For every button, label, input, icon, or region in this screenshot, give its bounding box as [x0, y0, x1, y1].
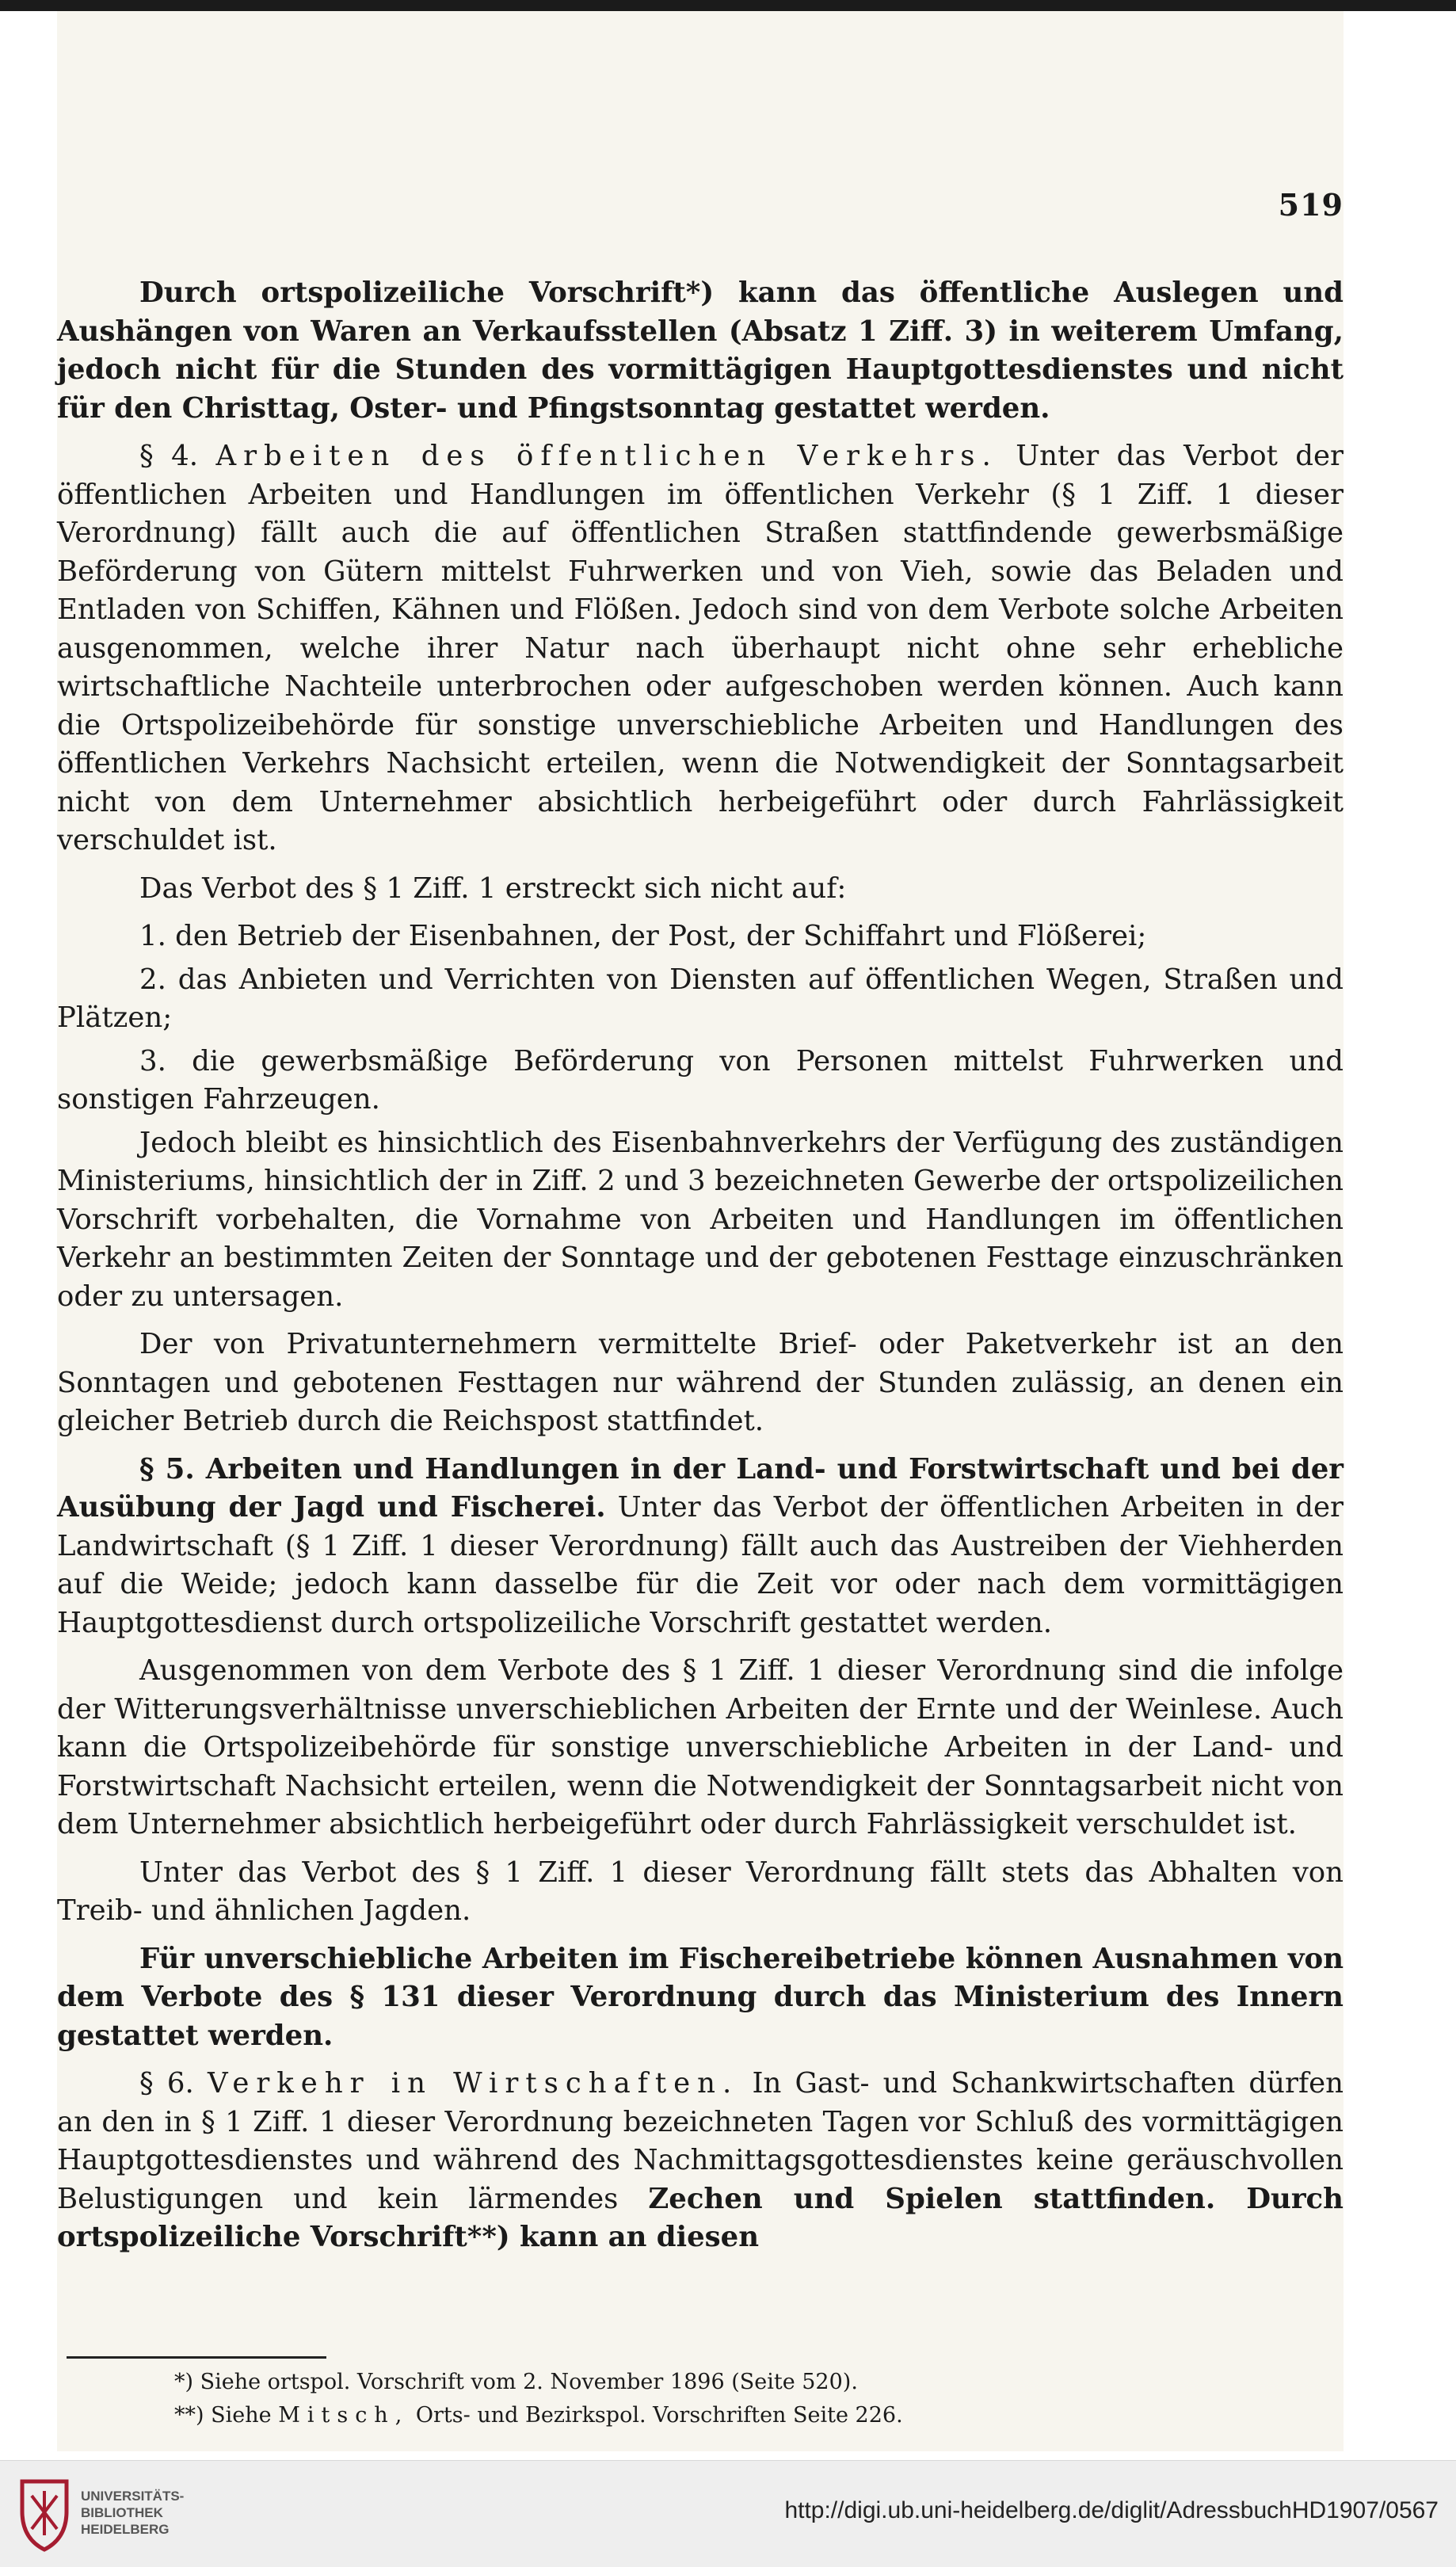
page-body: [57, 274, 1344, 2267]
section-5-title: § 5. Arbeiten und Handlungen in der Land- und Forstwirtschaft und bei der Ausübung der Jagd und Fischerei.: [57, 1452, 1344, 1524]
university-library-logo-icon: [16, 2477, 73, 2553]
section-6-body-continued: Zechen und Spielen stattfinden. Durch ortspolizeiliche Vorschrift**) kann an diesen: [57, 2182, 1344, 2253]
footnote-2-author: Mitsch,: [278, 2403, 410, 2428]
section-4: [57, 437, 1344, 860]
section-6-number: § 6.: [139, 2067, 194, 2100]
footnote-rule: [67, 2356, 326, 2359]
page-number: 519: [1278, 187, 1344, 223]
paragraph-display-exceptions: Durch ortspolizeiliche Vorschrift*) kann das öffentliche Auslegen und Aushängen von Waren an Verkaufsstellen (Absatz 1 Ziff. 3) in weiterem Umfang, jedoch nicht für die Stunden des vormittägigen Hauptgottesdienstes und nicht für den Christtag, Oster- und Pfingstsonntag gestattet werden.: [57, 277, 1344, 425]
paragraph-private-mail: Der von Privatunternehmern vermittelte Brief- oder Paketverkehr ist an den Sonntagen und gebotenen Festtagen nur während der Stunden zulässig, an denen ein gleicher Betrieb durch die Reichspost stattfindet.: [57, 1328, 1344, 1437]
list-item-railways: 1. den Betrieb der Eisenbahnen, der Post, der Schiffahrt und Flößerei;: [139, 920, 1147, 952]
footnote-1: *) Siehe ortspol. Vorschrift vom 2. November 1896 (Seite 520).: [174, 2370, 858, 2394]
library-name-line-2: BIBLIOTHEK: [81, 2505, 163, 2520]
section-6: [57, 2065, 1344, 2257]
permalink-url[interactable]: http://digi.ub.uni-heidelberg.de/diglit/AdressbuchHD1907/0567: [784, 2497, 1439, 2523]
section-5-body: Unter das Verbot der öffentlichen Arbeiten in der Landwirtschaft (§ 1 Ziff. 1 dieser Verordnung) fällt auch das Austreiben der Viehherden auf die Weide; jedoch kann dasselbe für die Zeit vor oder nach dem vormittägigen Hauptgottesdienst durch ortspolizeiliche Vorschrift gestattet werden.: [57, 1491, 1344, 1639]
list-item-passenger-transport: 3. die gewerbsmäßige Beförderung von Personen mittelst Fuhrwerken und sonstigen Fahrzeugen.: [57, 1044, 1344, 1116]
paragraph-ministry-reservation: Jedoch bleibt es hinsichtlich des Eisenbahnverkehrs der Verfügung des zuständigen Ministeriums, hinsichtlich der in Ziff. 2 und 3 bezeichneten Gewerbe der ortspolizeilichen Vorschrift vorbehalten, die Vornahme von Arbeiten und Handlungen im öffentlichen Verkehr an bestimmten Zeiten der Sonntage und der gebotenen Festtage einzuschränken oder zu untersagen.: [57, 1126, 1344, 1313]
top-border: [0, 0, 1456, 11]
paragraph-hunting: Unter das Verbot des § 1 Ziff. 1 dieser Verordnung fällt stets das Abhalten von Treib- und ähnlichen Jagden.: [57, 1856, 1344, 1927]
library-name-line-3: HEIDELBERG: [81, 2522, 170, 2537]
footnote-2: [57, 2399, 1344, 2432]
digitization-footer: [0, 2460, 1456, 2567]
section-5: [57, 1451, 1344, 1643]
paragraph-fishery: Für unverschiebliche Arbeiten im Fischereibetriebe können Ausnahmen von dem Verbote des § 131 dieser Verordnung durch das Ministerium des Innern gestattet werden.: [57, 1942, 1344, 2052]
paragraph-harvest-exceptions: Ausgenommen von dem Verbote des § 1 Ziff. 1 dieser Verordnung sind die infolge der Witterungsverhältnisse unverschieblichen Arbeiten der Ernte und der Weinlese. Auch kann die Ortspolizeibehörde für sonstige unverschiebliche Arbeiten in der Land- und Forstwirtschaft Nachsicht erteilen, wenn die Notwendigkeit der Sonntagsarbeit nicht von dem Unternehmer absichtlich herbeigeführt oder durch Fahrlässigkeit verschuldet ist.: [57, 1654, 1344, 1840]
list-item-services: 2. das Anbieten und Verrichten von Diensten auf öffentlichen Wegen, Straßen und Plätzen;: [57, 963, 1344, 1034]
library-name: [81, 2488, 184, 2538]
footnote-2-prefix: **) Siehe: [174, 2403, 272, 2428]
section-6-title: Verkehr in Wirtschaften.: [207, 2067, 739, 2100]
section-6-body: In Gast- und Schankwirtschaften dürfen an den in § 1 Ziff. 1 dieser Verordnung bezeichneten Tagen vor Schluß des vormittägigen Hauptgottesdienstes und während des Nachmittagsgottesdienstes keine geräuschvollen Belustigungen und kein lärmendes: [57, 2067, 1344, 2215]
document-page: [57, 11, 1344, 2451]
footnote-2-text: Orts- und Bezirkspol. Vorschriften Seite 226.: [415, 2403, 903, 2428]
paragraph-ban-scope: Das Verbot des § 1 Ziff. 1 erstreckt sich nicht auf:: [139, 872, 847, 905]
section-4-number: § 4.: [139, 440, 199, 472]
section-4-body: Unter das Verbot der öffentlichen Arbeiten und Handlungen im öffentlichen Verkehr (§ 1 Ziff. 1 dieser Verordnung) fällt auch die auf öffentlichen Straßen stattfindende gewerbsmäßige Beförderung von Gütern mittelst Fuhrwerken und von Vieh, sowie das Beladen und Entladen von Schiffen, Kähnen und Flößen. Jedoch sind von dem Verbote solche Arbeiten ausgenommen, welche ihrer Natur nach überhaupt nicht ohne sehr erhebliche wirtschaftliche Nachteile unterbrochen oder aufgeschoben werden können. Auch kann die Ortspolizeibehörde für sonstige unverschiebliche Arbeiten und Handlungen des öffentlichen Verkehrs Nachsicht erteilen, wenn die Notwendigkeit der Sonntagsarbeit nicht von dem Unternehmer absichtlich herbeigeführt oder durch Fahrlässigkeit verschuldet ist.: [57, 440, 1344, 856]
library-name-line-1: UNIVERSITÄTS-: [81, 2489, 185, 2504]
section-4-title: Arbeiten des öffentlichen Verkehrs.: [215, 440, 998, 472]
footnotes: [57, 2366, 1344, 2432]
